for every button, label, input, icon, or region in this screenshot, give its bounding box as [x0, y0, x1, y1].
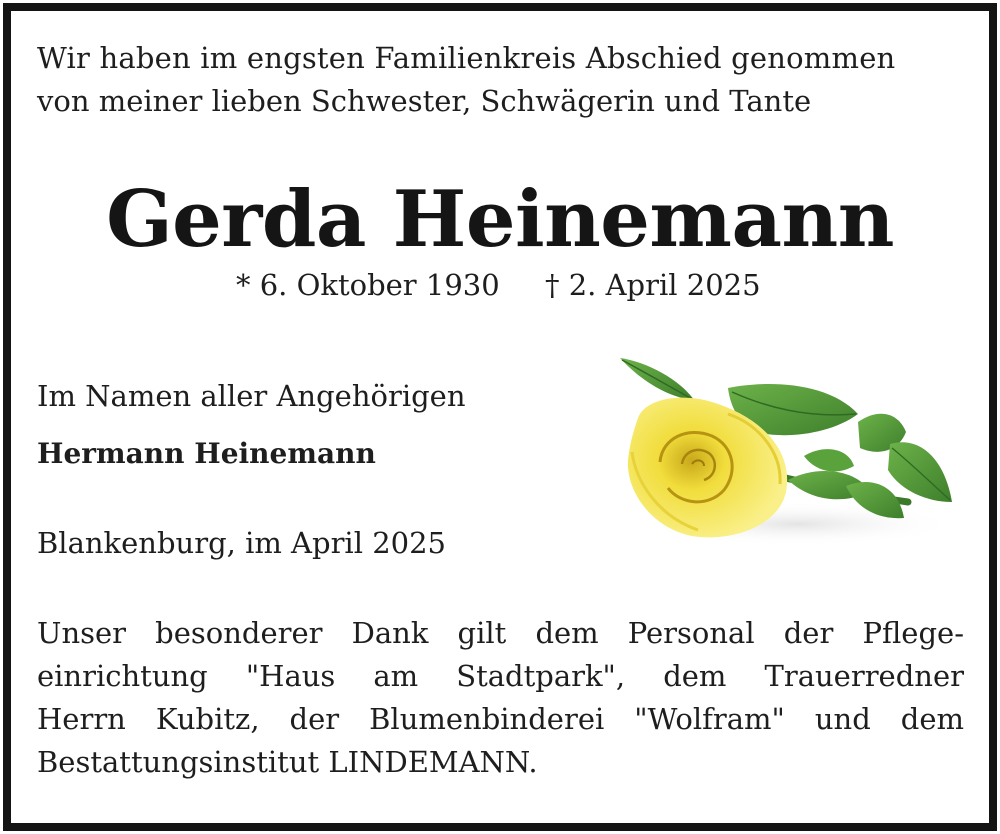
- death-date: † 2. April 2025: [545, 268, 761, 302]
- place-date: Blankenburg, im April 2025: [37, 526, 447, 560]
- deceased-name: Gerda Heinemann: [106, 174, 894, 265]
- intro-line-2: von meiner lieben Schwester, Schwägerin und Tante: [37, 84, 812, 118]
- birth-date: * 6. Oktober 1930: [236, 268, 500, 302]
- signer-name: Hermann Heinemann: [37, 437, 376, 470]
- thanks-line-3: Herrn Kubitz, der Blumenbinderei "Wolfram" und dem: [37, 702, 964, 736]
- yellow-rose-icon: [608, 352, 958, 552]
- thanks-paragraph: [37, 612, 964, 784]
- intro-line-1: Wir haben im engsten Familienkreis Abschied genommen: [37, 41, 896, 75]
- thanks-line-1: Unser besonderer Dank gilt dem Personal der Pflege-: [37, 616, 964, 650]
- thanks-line-2: einrichtung "Haus am Stadtpark", dem Trauerredner: [37, 659, 964, 693]
- on-behalf-text: Im Namen aller Angehörigen: [37, 379, 466, 413]
- thanks-line-4: Bestattungsinstitut LINDEMANN.: [37, 745, 538, 779]
